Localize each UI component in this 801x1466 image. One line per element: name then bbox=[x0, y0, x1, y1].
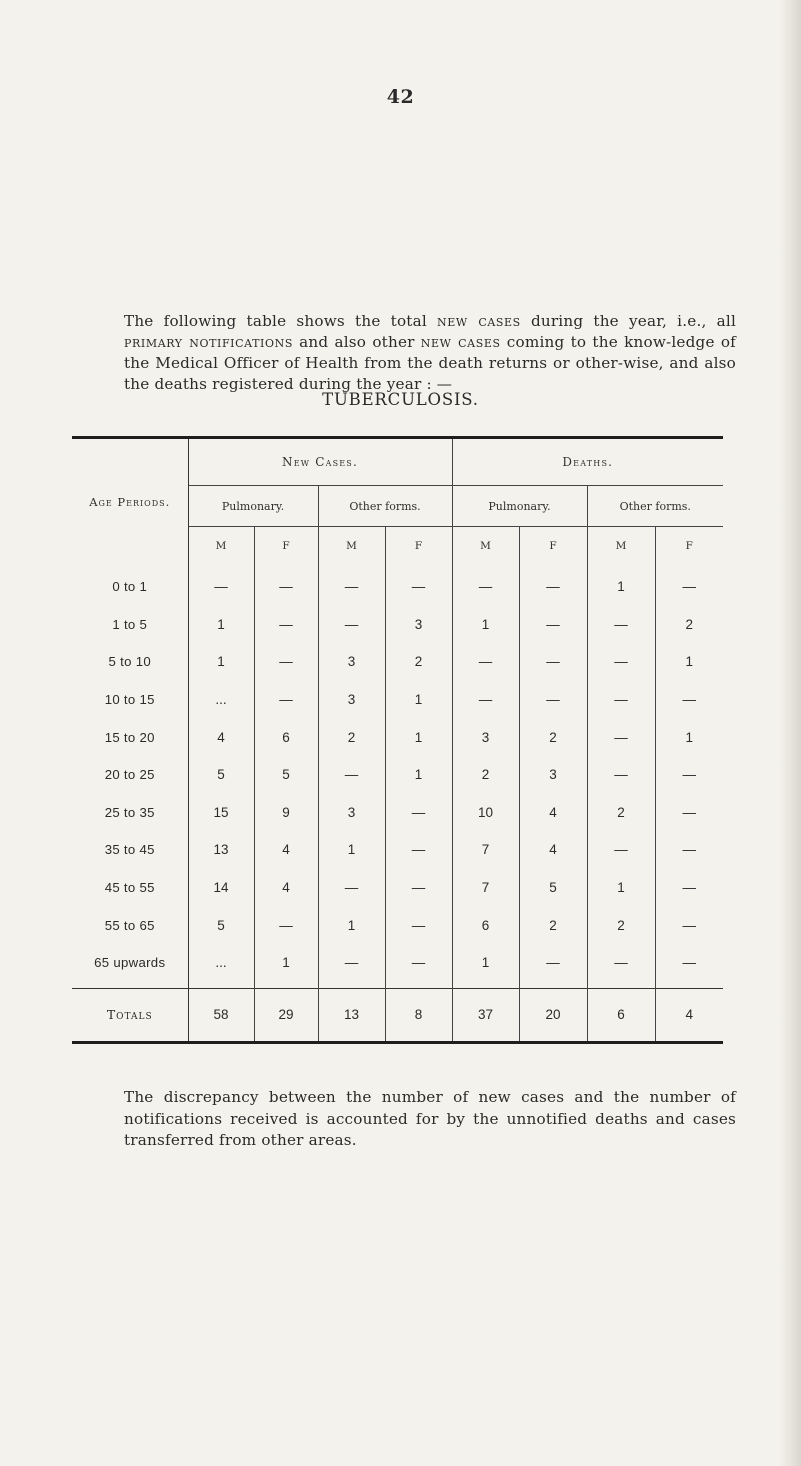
totals-row bbox=[72, 988, 723, 1042]
intro-keyword-new-cases: new cases bbox=[437, 312, 521, 331]
data-cell: — bbox=[587, 944, 655, 988]
total-cell: 20 bbox=[519, 988, 587, 1042]
data-cell: 1 bbox=[385, 681, 452, 719]
table-row bbox=[72, 756, 723, 794]
data-cell: — bbox=[587, 643, 655, 681]
table-row bbox=[72, 565, 723, 606]
sex-header: M bbox=[452, 527, 519, 566]
data-cell: — bbox=[655, 906, 723, 944]
total-cell: 37 bbox=[452, 988, 519, 1042]
data-cell: — bbox=[254, 565, 318, 606]
page-edge-shadow bbox=[779, 0, 801, 1466]
intro-text-2: during the year, i.e., all bbox=[520, 312, 736, 331]
data-cell: — bbox=[519, 944, 587, 988]
data-cell: 3 bbox=[318, 794, 385, 832]
data-cell: 1 bbox=[217, 616, 225, 632]
data-cell: 1 bbox=[254, 944, 318, 988]
total-cell: 29 bbox=[254, 988, 318, 1042]
sex-header: M bbox=[587, 527, 655, 566]
data-cell: — bbox=[452, 565, 519, 606]
data-cell: 2 bbox=[519, 718, 587, 756]
intro-keyword-primary-notifications: primary notifications bbox=[124, 333, 293, 352]
data-cell: 1 bbox=[217, 654, 225, 670]
data-cell: — bbox=[655, 756, 723, 794]
intro-text-3: and also other bbox=[292, 333, 421, 352]
table-row bbox=[72, 643, 723, 681]
data-cell: — bbox=[385, 794, 452, 832]
data-cell: — bbox=[452, 643, 519, 681]
data-cell: 4 bbox=[519, 831, 587, 869]
data-cell: 1 bbox=[452, 944, 519, 988]
data-cell: 5 bbox=[519, 869, 587, 907]
age-period-cell: 55 to 65 bbox=[72, 906, 188, 944]
age-period-cell: 15 to 20 bbox=[72, 718, 188, 756]
data-cell: — bbox=[519, 643, 587, 681]
age-period-cell: 20 to 25 bbox=[72, 756, 188, 794]
data-cell: 5 bbox=[254, 756, 318, 794]
data-cell: 7 bbox=[452, 831, 519, 869]
data-cell: 3 bbox=[452, 718, 519, 756]
data-cell: 10 bbox=[452, 794, 519, 832]
data-cell: — bbox=[318, 944, 385, 988]
data-cell: 1 bbox=[587, 565, 655, 606]
data-cell: ... bbox=[215, 692, 227, 708]
new-pulmonary-header: Pulmonary. bbox=[188, 486, 318, 527]
total-cell: 58 bbox=[188, 988, 254, 1042]
data-cell: 1 bbox=[655, 718, 723, 756]
data-cell: — bbox=[452, 681, 519, 719]
data-cell: — bbox=[254, 606, 318, 644]
total-cell: 13 bbox=[318, 988, 385, 1042]
data-cell: 2 bbox=[587, 794, 655, 832]
table-row bbox=[72, 831, 723, 869]
data-cell: — bbox=[655, 565, 723, 606]
deaths-other-forms-header: Other forms. bbox=[587, 486, 723, 527]
data-cell: — bbox=[385, 565, 452, 606]
page-number: 42 bbox=[386, 86, 415, 108]
sex-header: F bbox=[519, 527, 587, 566]
footer-note: The discrepancy between the number of new cases and the number of notifications received is accounted for by the unnotified deaths and cases transferred from other areas. bbox=[124, 1088, 736, 1150]
data-cell: — bbox=[318, 565, 385, 606]
age-period-cell: 25 to 35 bbox=[72, 794, 188, 832]
data-cell: — bbox=[385, 869, 452, 907]
data-cell: — bbox=[519, 606, 587, 644]
sex-header: F bbox=[254, 527, 318, 566]
data-cell: — bbox=[587, 756, 655, 794]
deaths-header: Deaths. bbox=[452, 438, 723, 486]
data-cell: — bbox=[318, 756, 385, 794]
intro-paragraph bbox=[124, 311, 736, 395]
total-cell: 6 bbox=[587, 988, 655, 1042]
table-body bbox=[72, 565, 723, 988]
data-cell: 13 bbox=[213, 842, 229, 858]
sex-header: M bbox=[318, 527, 385, 566]
tuberculosis-table-wrapper bbox=[72, 436, 723, 1044]
new-cases-header: New Cases. bbox=[188, 438, 452, 486]
table-row bbox=[72, 794, 723, 832]
data-cell: 4 bbox=[519, 794, 587, 832]
age-period-cell: 35 to 45 bbox=[72, 831, 188, 869]
data-cell: 5 bbox=[217, 917, 225, 933]
data-cell: — bbox=[655, 869, 723, 907]
data-cell: — bbox=[519, 681, 587, 719]
data-cell: 3 bbox=[519, 756, 587, 794]
data-cell: — bbox=[385, 831, 452, 869]
data-cell: 4 bbox=[254, 869, 318, 907]
new-other-forms-header: Other forms. bbox=[318, 486, 452, 527]
data-cell: 2 bbox=[587, 906, 655, 944]
data-cell: — bbox=[385, 906, 452, 944]
data-cell: — bbox=[385, 944, 452, 988]
data-cell: — bbox=[254, 906, 318, 944]
data-cell: 2 bbox=[655, 606, 723, 644]
deaths-pulmonary-header: Pulmonary. bbox=[452, 486, 587, 527]
total-cell: 8 bbox=[385, 988, 452, 1042]
data-cell: — bbox=[587, 606, 655, 644]
age-period-cell: 45 to 55 bbox=[72, 869, 188, 907]
data-cell: 3 bbox=[318, 681, 385, 719]
data-cell: 1 bbox=[318, 831, 385, 869]
data-cell: — bbox=[655, 681, 723, 719]
data-cell: 2 bbox=[452, 756, 519, 794]
data-cell: — bbox=[318, 606, 385, 644]
data-cell: 6 bbox=[254, 718, 318, 756]
age-period-cell: 65 upwards bbox=[72, 944, 188, 988]
intro-text-1: The following table shows the total bbox=[124, 312, 438, 331]
data-cell: 9 bbox=[254, 794, 318, 832]
table-row bbox=[72, 869, 723, 907]
data-cell: 1 bbox=[587, 869, 655, 907]
data-cell: — bbox=[655, 944, 723, 988]
age-period-cell: 5 to 10 bbox=[72, 643, 188, 681]
data-cell: — bbox=[254, 643, 318, 681]
data-cell: 2 bbox=[385, 643, 452, 681]
table-title: TUBERCULOSIS. bbox=[322, 390, 479, 409]
data-cell: 1 bbox=[385, 718, 452, 756]
data-cell: — bbox=[587, 718, 655, 756]
age-periods-header: Age Periods. bbox=[72, 438, 188, 566]
data-cell: — bbox=[587, 831, 655, 869]
table-row bbox=[72, 906, 723, 944]
data-cell: 5 bbox=[217, 767, 225, 783]
data-cell: 15 bbox=[213, 804, 229, 820]
total-cell: 4 bbox=[655, 988, 723, 1042]
data-cell: — bbox=[655, 794, 723, 832]
table-row bbox=[72, 944, 723, 988]
intro-text-4: coming to the know-ledge of the Medical Officer of Health from the death returns or other-wise, and also the deaths registered during the year : — bbox=[124, 333, 736, 394]
intro-keyword-new-cases-2: new cases bbox=[420, 333, 501, 352]
data-cell: 14 bbox=[213, 880, 229, 896]
data-cell: — bbox=[254, 681, 318, 719]
data-cell: — bbox=[655, 831, 723, 869]
data-cell: 4 bbox=[254, 831, 318, 869]
data-cell: 3 bbox=[385, 606, 452, 644]
table-row bbox=[72, 606, 723, 644]
data-cell: 2 bbox=[318, 718, 385, 756]
data-cell: 3 bbox=[318, 643, 385, 681]
data-cell: 4 bbox=[217, 729, 225, 745]
sex-header: M bbox=[215, 540, 227, 552]
age-period-cell: 1 to 5 bbox=[72, 606, 188, 644]
data-cell: 1 bbox=[385, 756, 452, 794]
totals-label: Totals bbox=[72, 988, 188, 1042]
tuberculosis-table bbox=[72, 436, 723, 1044]
age-period-cell: 10 to 15 bbox=[72, 681, 188, 719]
data-cell: ... bbox=[215, 955, 227, 971]
data-cell: — bbox=[318, 869, 385, 907]
data-cell: — bbox=[519, 565, 587, 606]
sex-header: F bbox=[385, 527, 452, 566]
data-cell: 7 bbox=[452, 869, 519, 907]
sex-header: F bbox=[655, 527, 723, 566]
age-period-cell: 0 to 1 bbox=[72, 565, 188, 606]
table-row bbox=[72, 681, 723, 719]
data-cell: 2 bbox=[519, 906, 587, 944]
data-cell: 1 bbox=[452, 606, 519, 644]
data-cell: — bbox=[587, 681, 655, 719]
data-cell: 1 bbox=[655, 643, 723, 681]
data-cell: 6 bbox=[452, 906, 519, 944]
table-row bbox=[72, 718, 723, 756]
data-cell: 1 bbox=[318, 906, 385, 944]
data-cell: — bbox=[214, 579, 228, 595]
